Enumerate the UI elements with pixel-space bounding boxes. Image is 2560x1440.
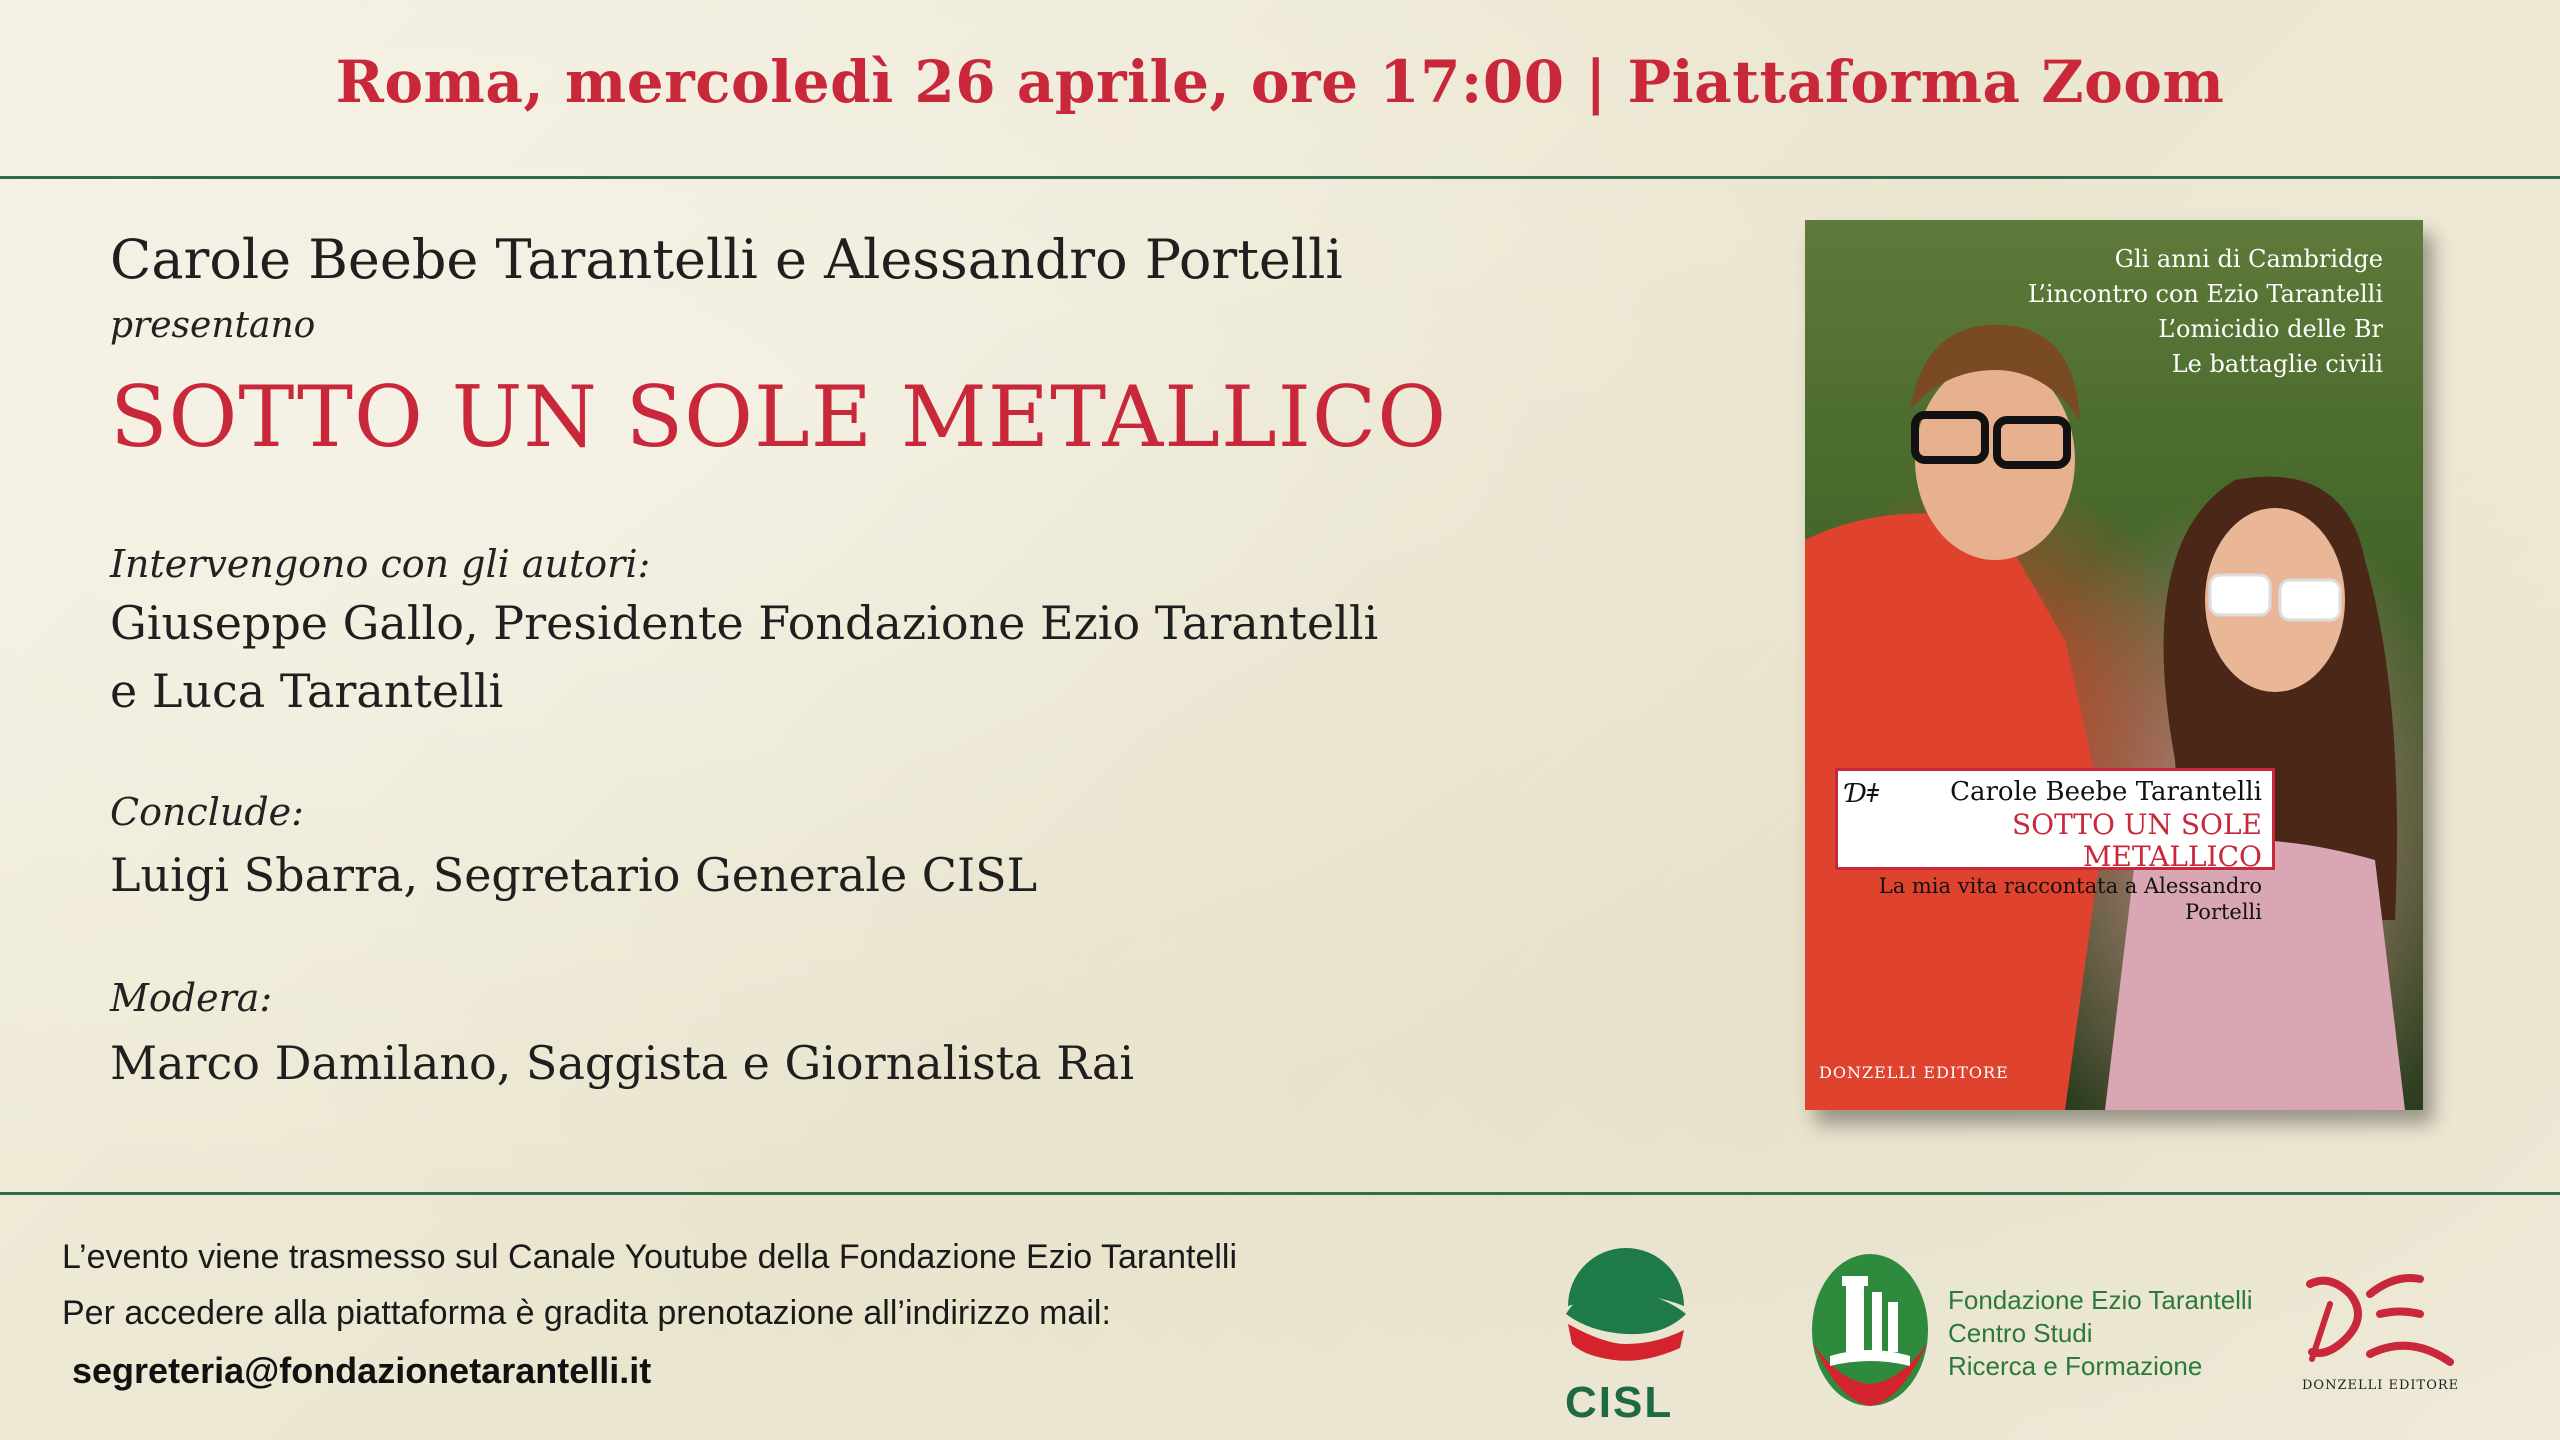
donzelli-mini-logo: Ɗǂ: [1846, 779, 1879, 809]
fondazione-centro: Centro Studi: [1948, 1318, 2093, 1348]
authors-line: Carole Beebe Tarantelli e Alessandro Portelli: [110, 228, 1343, 291]
donzelli-logo-icon: [2300, 1264, 2460, 1374]
cover-title-box: [1835, 768, 2275, 924]
fondazione-ricerca: Ricerca e Formazione: [1948, 1351, 2203, 1381]
fondazione-logo-text: [1948, 1284, 2252, 1383]
conclude-label: Conclude:: [110, 790, 304, 834]
cover-topic: Le battaglie civili: [2171, 350, 2383, 378]
bottom-divider: [0, 1192, 2560, 1195]
cover-subtitle: La mia vita raccontata a Alessandro Portelli: [1878, 874, 2262, 924]
fondazione-name: Fondazione Ezio Tarantelli: [1948, 1285, 2253, 1315]
footer-booking-line: Per accedere alla piattaforma è gradita prenotazione all’indirizzo mail:: [62, 1294, 1111, 1332]
intervengono-line-2: e Luca Tarantelli: [110, 664, 504, 718]
book-title: SOTTO UN SOLE METALLICO: [110, 368, 1448, 466]
conclude-line: Luigi Sbarra, Segretario Generale CISL: [110, 848, 1038, 902]
cisl-logo-text: CISL: [1565, 1378, 1674, 1427]
cover-title: SOTTO UN SOLE METALLICO: [2011, 808, 2262, 873]
cover-topic: L’incontro con Ezio Tarantelli: [2028, 280, 2383, 308]
book-cover: [1805, 220, 2423, 1110]
fondazione-logo-icon: [1810, 1252, 1930, 1408]
presentano-label: presentano: [110, 305, 316, 346]
cover-topic: Gli anni di Cambridge: [2114, 245, 2383, 273]
cover-topics: [2028, 242, 2383, 382]
cisl-logo-icon: [1564, 1244, 1688, 1372]
donzelli-logo-text: DONZELLI EDITORE: [2302, 1378, 2460, 1393]
contact-email-link[interactable]: segreteria@fondazionetarantelli.it: [72, 1350, 652, 1391]
event-date-header: Roma, mercoledì 26 aprile, ore 17:00 | Piattaforma Zoom: [335, 48, 2225, 116]
top-divider: [0, 176, 2560, 179]
modera-label: Modera:: [110, 976, 273, 1020]
modera-line: Marco Damilano, Saggista e Giornalista Rai: [110, 1036, 1135, 1090]
cover-publisher: DONZELLI EDITORE: [1819, 1063, 2009, 1082]
footer-youtube-line: L’evento viene trasmesso sul Canale Youtube della Fondazione Ezio Tarantelli: [62, 1238, 1238, 1276]
cover-author: Carole Beebe Tarantelli: [1950, 777, 2262, 807]
intervengono-label: Intervengono con gli autori:: [110, 542, 651, 586]
intervengono-line-1: Giuseppe Gallo, Presidente Fondazione Ezio Tarantelli: [110, 596, 1379, 650]
cover-topic: L’omicidio delle Br: [2158, 315, 2383, 343]
